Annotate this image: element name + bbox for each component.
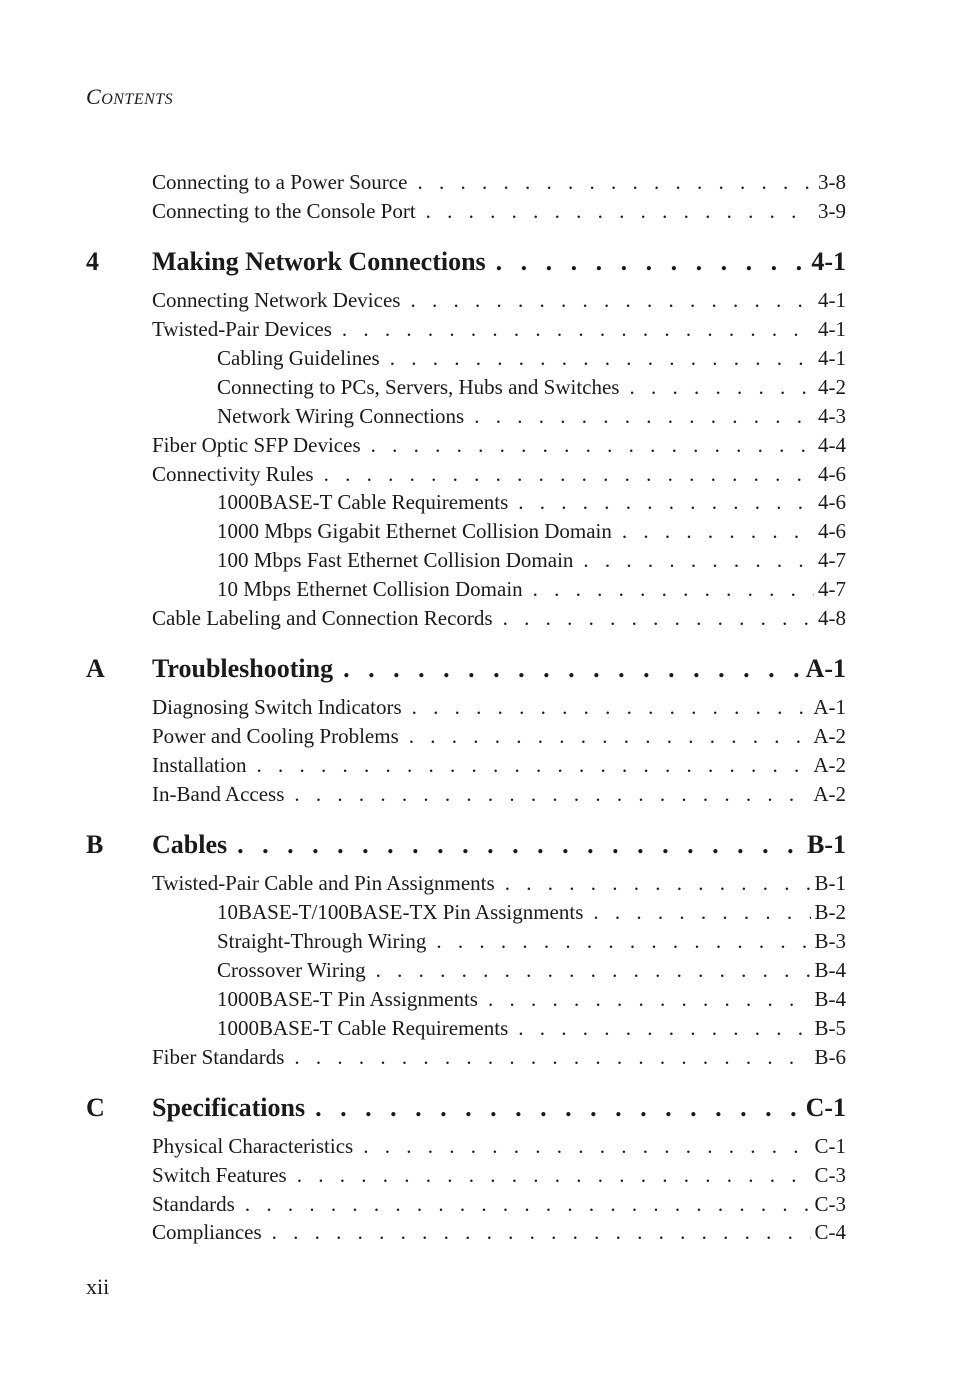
dot-leader: [409, 722, 810, 750]
entry-title: Twisted-Pair Cable and Pin Assignments: [152, 871, 495, 895]
running-head-initial: C: [86, 84, 102, 109]
chapter-number: C: [86, 1093, 105, 1122]
entry-page-number: 4-3: [814, 402, 846, 430]
entry-title: Cable Labeling and Connection Records: [152, 606, 493, 630]
toc-subentry[interactable]: [217, 373, 846, 401]
dot-leader: [237, 828, 803, 862]
entry-page-number: C-1: [805, 1093, 846, 1122]
toc-subentry[interactable]: [217, 517, 846, 545]
entry-page-number: C-1: [811, 1132, 847, 1160]
entry-page-number: A-2: [809, 780, 846, 808]
entry-page-number: 4-1: [814, 344, 846, 372]
entry-title: Switch Features: [152, 1163, 287, 1187]
entry-page-number: A-1: [809, 693, 846, 721]
toc-entry[interactable]: [152, 168, 846, 196]
toc-subentry[interactable]: [217, 985, 846, 1013]
dot-leader: [412, 693, 810, 721]
entry-title: 1000BASE-T Pin Assignments: [217, 987, 478, 1011]
entry-page-number: A-1: [805, 654, 846, 683]
entry-page-number: C-3: [811, 1190, 847, 1218]
toc-entry[interactable]: [152, 431, 846, 459]
entry-title: Straight-Through Wiring: [217, 929, 427, 953]
entry-title: Connecting to a Power Source: [152, 170, 408, 194]
entry-page-number: 4-1: [814, 286, 846, 314]
dot-leader: [390, 344, 814, 372]
entry-page-number: B-3: [811, 927, 847, 955]
toc-entry[interactable]: [152, 315, 846, 343]
entry-page-number: 3-9: [814, 197, 846, 225]
toc-entry[interactable]: [152, 722, 846, 750]
entry-title: Connecting to PCs, Servers, Hubs and Switches: [217, 375, 620, 399]
toc-entry[interactable]: [152, 1161, 846, 1189]
entry-page-number: B-1: [811, 869, 847, 897]
running-head-rest: ONTENTS: [101, 91, 174, 108]
dot-leader: [496, 245, 808, 279]
dot-leader: [294, 1043, 810, 1071]
toc-entry[interactable]: [152, 869, 846, 897]
dot-leader: [488, 985, 811, 1013]
entry-page-number: 4-1: [811, 247, 846, 276]
entry-title: Connecting Network Devices: [152, 288, 401, 312]
dot-leader: [629, 373, 814, 401]
entry-page-number: A-2: [809, 751, 846, 779]
entry-title: Diagnosing Switch Indicators: [152, 695, 402, 719]
running-head: [86, 84, 173, 110]
entry-page-number: B-1: [807, 830, 846, 859]
dot-leader: [518, 1014, 810, 1042]
entry-title: Crossover Wiring: [217, 958, 366, 982]
toc-entry[interactable]: [152, 1132, 846, 1160]
entry-page-number: 4-6: [814, 517, 846, 545]
entry-page-number: C-3: [811, 1161, 847, 1189]
entry-title: Installation: [152, 753, 247, 777]
dot-leader: [371, 431, 814, 459]
dot-leader: [474, 402, 814, 430]
toc-subentry[interactable]: [217, 402, 846, 430]
dot-leader: [315, 1091, 801, 1125]
toc-entry[interactable]: [152, 286, 846, 314]
toc-subentry[interactable]: [217, 1014, 846, 1042]
dot-leader: [363, 1132, 810, 1160]
entry-title: Twisted-Pair Devices: [152, 317, 332, 341]
entry-title: 10 Mbps Ethernet Collision Domain: [217, 577, 523, 601]
entry-page-number: 4-6: [814, 460, 846, 488]
dot-leader: [294, 780, 809, 808]
entry-page-number: 4-6: [814, 488, 846, 516]
entry-page-number: 3-8: [814, 168, 846, 196]
toc-entry[interactable]: [152, 604, 846, 632]
dot-leader: [505, 869, 811, 897]
entry-title: Specifications: [152, 1093, 306, 1122]
entry-title: 1000BASE-T Cable Requirements: [217, 490, 509, 514]
dot-leader: [417, 168, 814, 196]
entry-title: In-Band Access: [152, 782, 285, 806]
entry-page-number: 4-7: [814, 546, 846, 574]
entry-title: Cables: [152, 830, 228, 859]
entry-page-number: 4-8: [814, 604, 846, 632]
toc-chapter[interactable]: [86, 828, 846, 862]
toc-subentry[interactable]: [217, 898, 846, 926]
toc-subentry[interactable]: [217, 956, 846, 984]
toc-subentry[interactable]: [217, 344, 846, 372]
entry-title: 10BASE-T/100BASE-TX Pin Assignments: [217, 900, 584, 924]
dot-leader: [518, 488, 814, 516]
dot-leader: [436, 927, 810, 955]
entry-title: Cabling Guidelines: [217, 346, 380, 370]
toc-chapter[interactable]: [86, 1091, 846, 1125]
entry-page-number: B-4: [811, 956, 847, 984]
dot-leader: [410, 286, 814, 314]
page-number: xii: [86, 1274, 110, 1299]
entry-page-number: C-4: [811, 1218, 847, 1246]
entry-page-number: B-4: [811, 985, 847, 1013]
chapter-number: 4: [86, 247, 99, 276]
entry-title: Troubleshooting: [152, 654, 334, 683]
toc-entry[interactable]: [152, 751, 846, 779]
toc-entry[interactable]: [152, 197, 846, 225]
dot-leader: [343, 652, 801, 686]
dot-leader: [533, 575, 814, 603]
dot-leader: [256, 751, 809, 779]
dot-leader: [622, 517, 814, 545]
entry-page-number: 4-4: [814, 431, 846, 459]
toc-entry[interactable]: [152, 1190, 846, 1218]
entry-page-number: B-2: [811, 898, 847, 926]
entry-title: Fiber Optic SFP Devices: [152, 433, 361, 457]
toc-entry[interactable]: [152, 1218, 846, 1246]
entry-title: Fiber Standards: [152, 1045, 285, 1069]
entry-title: Connectivity Rules: [152, 462, 314, 486]
dot-leader: [342, 315, 814, 343]
entry-page-number: 4-2: [814, 373, 846, 401]
entry-page-number: 4-7: [814, 575, 846, 603]
chapter-number: A: [86, 654, 105, 683]
dot-leader: [593, 898, 810, 926]
entry-title: Compliances: [152, 1220, 262, 1244]
entry-page-number: B-6: [811, 1043, 847, 1071]
dot-leader: [376, 956, 811, 984]
toc-chapter[interactable]: [86, 245, 846, 279]
entry-title: Network Wiring Connections: [217, 404, 465, 428]
entry-page-number: 4-1: [814, 315, 846, 343]
entry-title: 1000 Mbps Gigabit Ethernet Collision Domain: [217, 519, 612, 543]
toc-entry[interactable]: [152, 1043, 846, 1071]
toc-entry[interactable]: [152, 780, 846, 808]
toc-entry[interactable]: [152, 693, 846, 721]
entry-title: Connecting to the Console Port: [152, 199, 416, 223]
toc-subentry[interactable]: [217, 927, 846, 955]
toc-chapter[interactable]: [86, 652, 846, 686]
entry-page-number: B-5: [811, 1014, 847, 1042]
entry-title: Physical Characteristics: [152, 1134, 354, 1158]
chapter-number: B: [86, 830, 104, 859]
dot-leader: [583, 546, 814, 574]
entry-title: 100 Mbps Fast Ethernet Collision Domain: [217, 548, 574, 572]
toc-subentry[interactable]: [217, 546, 846, 574]
entry-title: 1000BASE-T Cable Requirements: [217, 1016, 509, 1040]
entry-title: Standards: [152, 1192, 235, 1216]
dot-leader: [324, 460, 814, 488]
toc-entry[interactable]: [152, 460, 846, 488]
dot-leader: [272, 1218, 811, 1246]
dot-leader: [426, 197, 814, 225]
dot-leader: [297, 1161, 811, 1189]
dot-leader: [503, 604, 814, 632]
toc-subentry[interactable]: [217, 575, 846, 603]
entry-title: Power and Cooling Problems: [152, 724, 399, 748]
dot-leader: [245, 1190, 811, 1218]
entry-title: Making Network Connections: [152, 247, 486, 276]
entry-page-number: A-2: [809, 722, 846, 750]
toc-subentry[interactable]: [217, 488, 846, 516]
